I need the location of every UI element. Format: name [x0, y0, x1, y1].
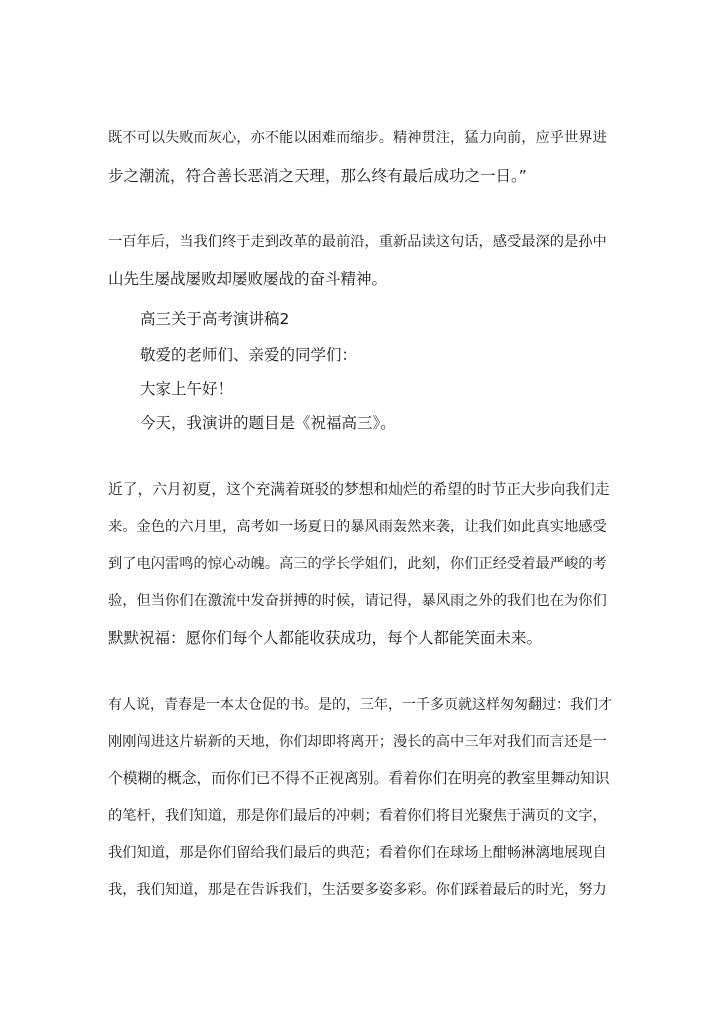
- paragraph-line: 有人说，青春是一本太仓促的书。是的，三年，一千多页就这样匆匆翻过：我们才: [108, 697, 612, 713]
- paragraph-line: 我，我们知道，那是在告诉我们，生活要多姿多彩。你们踩着最后的时光，努力: [108, 882, 607, 898]
- paragraph-line: 个模糊的概念，而你们已不得不正视离别。看着你们在明亮的教室里舞动知识: [108, 770, 610, 787]
- paragraph-line: 默默祝福：愿你们每个人都能收获成功，每个人都能笑面未来。: [108, 629, 543, 647]
- section-heading: 高三关于高考演讲稿2: [140, 310, 290, 328]
- greeting: 大家上午好！: [140, 380, 234, 398]
- paragraph-line: 刚刚闯进这片崭新的天地，你们却即将离开；漫长的高中三年对我们而言还是一: [108, 734, 607, 750]
- paragraph-line: 近了，六月初夏，这个充满着斑驳的梦想和灿烂的希望的时节正大步向我们走: [108, 481, 610, 498]
- paragraph-line: 我们知道，那是你们留给我们最后的典范；看着你们在球场上酣畅淋漓地展现自: [108, 845, 607, 861]
- paragraph-line: 步之潮流，符合善长恶消之天理，那么终有最后成功之一日。”: [108, 167, 527, 185]
- paragraph-line: 来。金色的六月里，高考如一场夏日的暴风雨轰然来袭，让我们如此真实地感受: [108, 519, 607, 535]
- paragraph-line: 验，但当你们在激流中发奋拼搏的时候，请记得，暴风雨之外的我们也在为你们: [108, 593, 607, 609]
- paragraph-line: 到了电闪雷鸣的惊心动魄。高三的学长学姐们，此刻，你们正经受着最严峻的考: [108, 556, 607, 572]
- paragraph-line: 山先生屡战屡败却屡败屡战的奋斗精神。: [108, 270, 388, 288]
- speech-title-line: 今天，我演讲的题目是《祝福高三》。: [140, 414, 396, 432]
- paragraph-line: 既不可以失败而灰心，亦不能以困难而缩步。精神贯注，猛力向前，应乎世界进: [108, 130, 607, 146]
- salutation: 敬爱的老师们、亲爱的同学们：: [140, 346, 358, 364]
- paragraph-line: 一百年后，当我们终于走到改革的最前沿，重新品读这句话，感受最深的是孙中: [108, 234, 607, 250]
- paragraph-line: 的笔杆，我们知道，那是你们最后的冲刺；看着你们将目光聚焦于满页的文字，: [108, 808, 607, 824]
